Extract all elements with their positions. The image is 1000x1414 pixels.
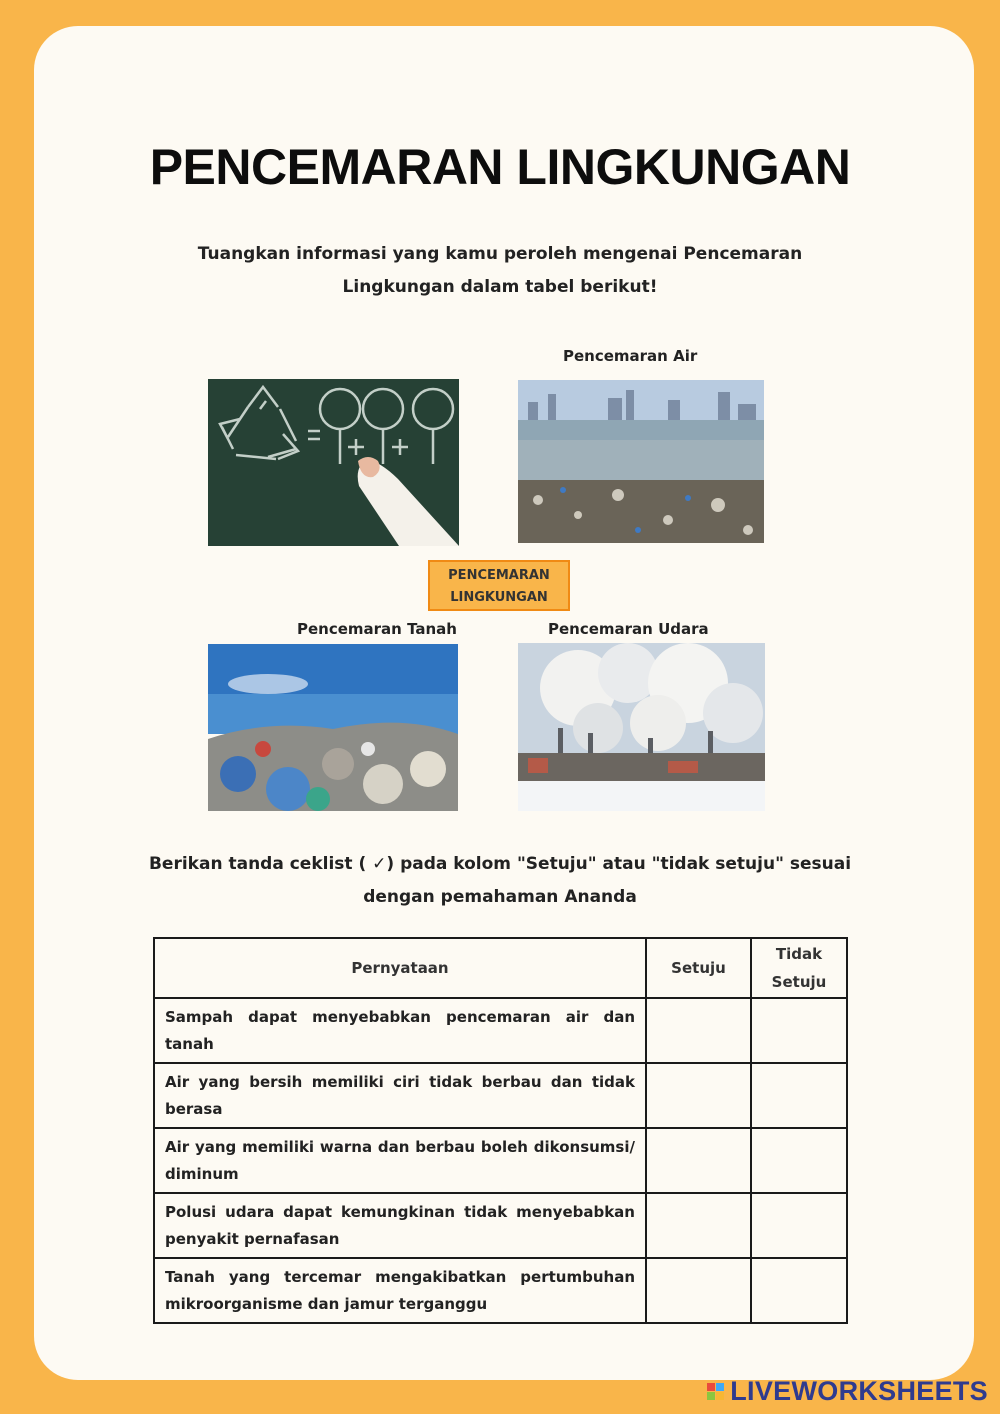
header-tidak-setuju [751,938,847,998]
table-row [154,1128,847,1193]
caption-pencemaran-tanah: Pencemaran Tanah [297,620,457,638]
tidak-setuju-checkbox-cell[interactable] [751,1063,847,1128]
table-row [154,1193,847,1258]
statement-cell: Air yang bersih memiliki ciri tidak berbau dan tidak berasa [154,1063,646,1128]
table-row [154,998,847,1063]
center-label-line2: LINGKUNGAN [450,590,548,605]
header-setuju-2: Setuju [771,973,827,991]
statement-cell: Sampah dapat menyebabkan pencemaran air dan tanah [154,998,646,1063]
header-pernyataan: Pernyataan [154,938,646,998]
center-label-line1: PENCEMARAN [448,568,550,583]
liveworksheets-logo-icon [707,1383,724,1400]
air-pollution-image [518,643,765,811]
header-tidak: Tidak [775,945,823,963]
caption-pencemaran-air: Pencemaran Air [563,347,698,365]
setuju-checkbox-cell[interactable] [646,1193,751,1258]
recycle-chalkboard-image [208,379,459,546]
setuju-checkbox-cell[interactable] [646,998,751,1063]
statement-cell: Air yang memiliki warna dan berbau boleh dikonsumsi/ diminum [154,1128,646,1193]
table-header-row [154,938,847,998]
header-setuju: Setuju [646,938,751,998]
statement-cell: Polusi udara dapat kemungkinan tidak menyebabkan penyakit pernafasan [154,1193,646,1258]
land-pollution-image [208,644,458,811]
tidak-setuju-checkbox-cell[interactable] [751,998,847,1063]
setuju-checkbox-cell[interactable] [646,1258,751,1323]
setuju-checkbox-cell[interactable] [646,1128,751,1193]
table-row [154,1063,847,1128]
water-pollution-image [518,380,764,543]
statement-cell: Tanah yang tercemar mengakibatkan pertumbuhan mikroorganisme dan jamur terganggu [154,1258,646,1323]
tidak-setuju-checkbox-cell[interactable] [751,1128,847,1193]
liveworksheets-wordmark: LIVEWORKSHEETS [730,1375,988,1406]
instruction-text: Berikan tanda ceklist ( ✓) pada kolom "Setuju" atau "tidak setuju" sesuai dengan pemahaman Ananda [148,854,852,907]
center-topic-box [428,560,570,611]
intro-text: Tuangkan informasi yang kamu peroleh mengenai Pencemaran Lingkungan dalam tabel berikut! [197,244,803,297]
tidak-setuju-checkbox-cell[interactable] [751,1258,847,1323]
table-row [154,1258,847,1323]
liveworksheets-branding[interactable] [707,1374,988,1408]
page-title: PENCEMARAN LINGKUNGAN [149,139,851,195]
setuju-checkbox-cell[interactable] [646,1063,751,1128]
tidak-setuju-checkbox-cell[interactable] [751,1193,847,1258]
statement-table [153,937,848,1324]
caption-pencemaran-udara: Pencemaran Udara [548,620,709,638]
